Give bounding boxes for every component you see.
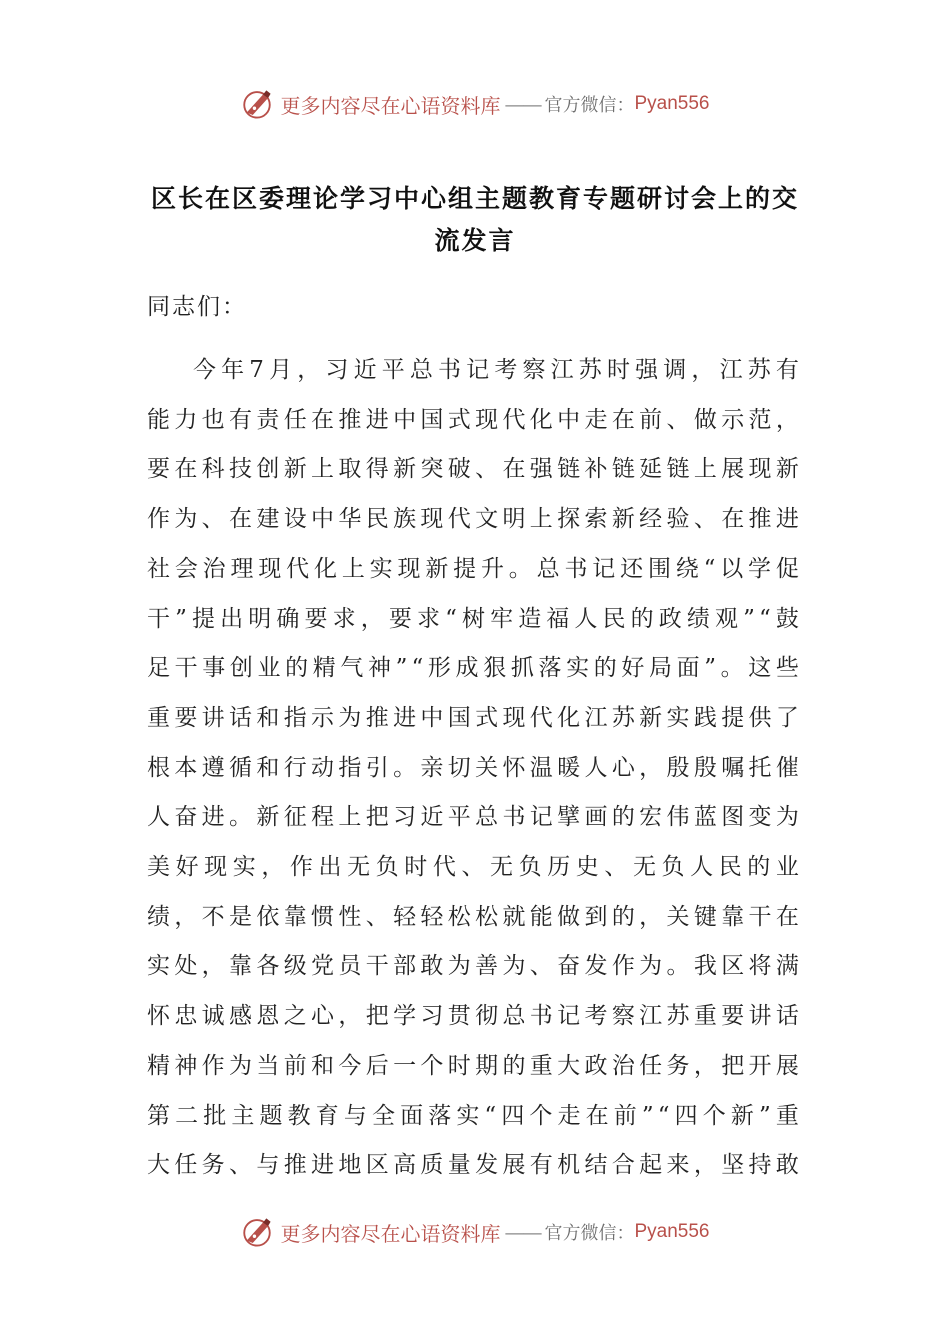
greeting: 同志们： [147,294,247,320]
footer-watermark [0,1212,950,1252]
header-watermark [0,84,950,124]
document-title: 区长在区委理论学习中心组主题教育专题研讨会上的交流发言 [150,184,799,255]
watermark-main-text: 更多内容尽在心语资料库 [280,93,501,118]
watermark-dash: —— [504,1220,541,1244]
watermark-official-label: 官方微信： [544,95,635,116]
body-paragraph: 今年7月，习近平总书记考察江苏时强调，江苏有能力也有责任在推进中国式现代化中走在前、做示范，要在科技创新上取得新突破、在强链补链延链上展现新作为、在建设中华民族现代文明上探索新经验、在推进社会治理现代化上实现新提升。总书记还围绕“以学促干”提出明确要求，要求“树牢造福人民的政绩观”“鼓足干事创业的精气神”“形成狠抓落实的好局面”。这些重要讲话和指示为推进中国式现代化江苏新实践提供了根本遵循和行动指引。亲切关怀温暖人心，殷殷嘱托催人奋进。新征程上把习近平总书记擘画的宏伟蓝图变为美好现实，作出无负时代、无负历史、无负人民的业绩，不是依靠惯性、轻轻松松就能做到的，关键靠干在实处，靠各级党员干部敢为善为、奋发作为。我区将满怀忠诚感恩之心，把学习贯彻总书记考察江苏重要讲话精神作为当前和今后一个时期的重大政治任务，把开展第二批主题教育与全面落实“四个走在前”“四个新”重大任务、与推进地区高质量发展有机结合起来，坚持敢 [147,357,803,1179]
watermark-dash: —— [504,92,541,116]
watermark-wechat-id: Pyan556 [634,1221,710,1242]
pen-nib-logo-icon [240,1215,274,1249]
watermark-official-label: 官方微信： [544,1223,635,1244]
watermark-main-text: 更多内容尽在心语资料库 [280,1221,501,1246]
watermark-wechat-id: Pyan556 [634,93,710,114]
pen-nib-logo-icon [240,87,274,121]
